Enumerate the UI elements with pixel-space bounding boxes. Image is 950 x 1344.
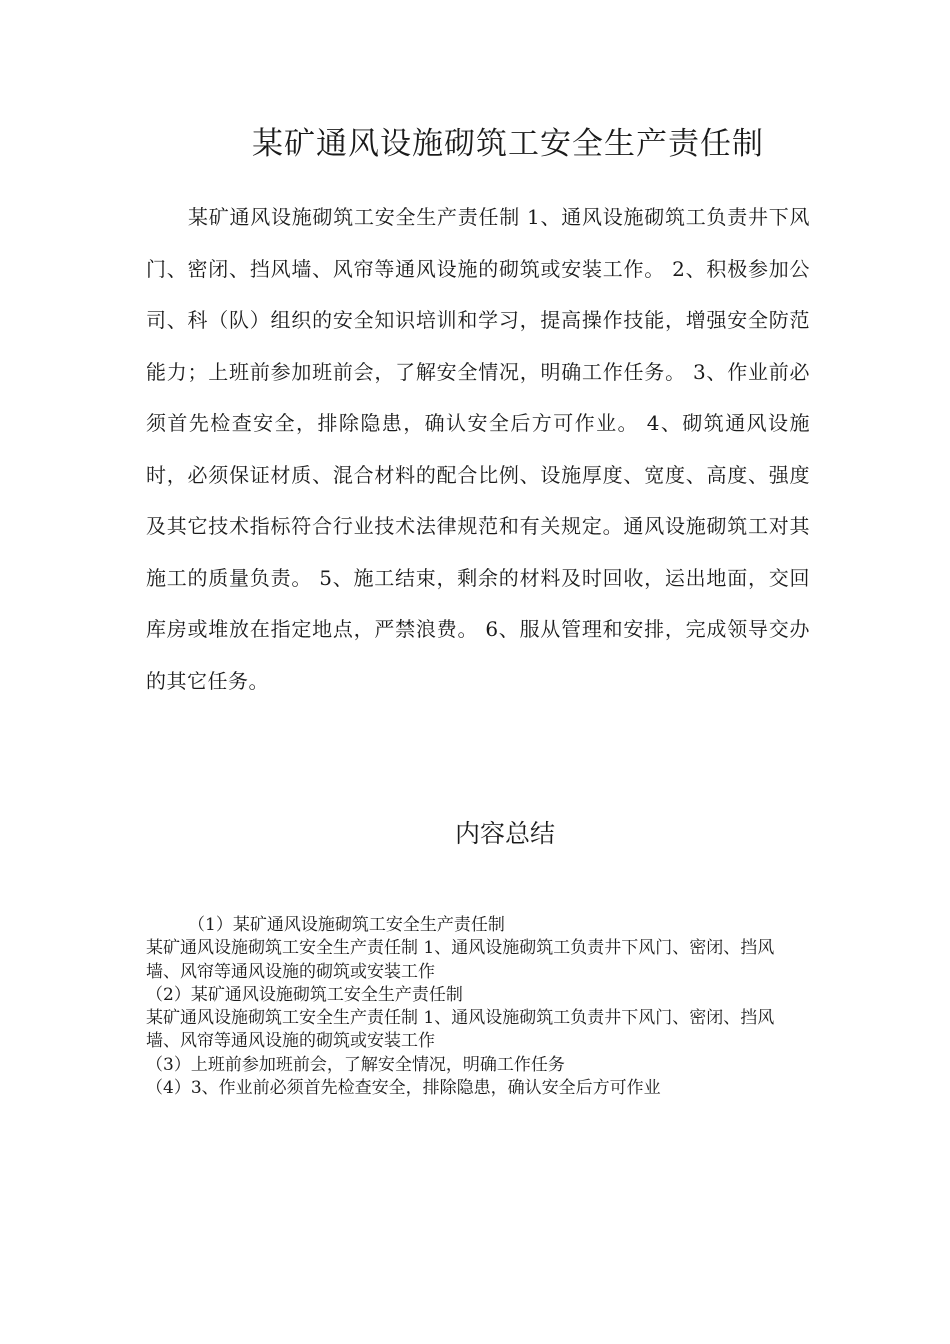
summary-list [146, 914, 786, 1100]
summary-item [146, 914, 786, 984]
summary-item-text: 某矿通风设施砌筑工安全生产责任制 1、通风设施砌筑工负责井下风门、密闭、挡风墙、风帘等通风设施的砌筑或安装工作 [146, 938, 775, 982]
summary-item-heading: （2）某矿通风设施砌筑工安全生产责任制 [146, 984, 463, 1005]
summary-title: 内容总结 [454, 819, 555, 848]
summary-item-heading: （1）某矿通风设施砌筑工安全生产责任制 [188, 915, 505, 935]
document-title: 某矿通风设施砌筑工安全生产责任制 [252, 126, 764, 162]
document-body: 某矿通风设施砌筑工安全生产责任制 1、通风设施砌筑工负责井下风门、密闭、挡风墙、风帘等通风设施的砌筑或安装工作。 2、积极参加公司、科（队）组织的安全知识培训和学习，提高操作技能，增强安全防范能力；上班前参加班前会，了解安全情况，明确工作任务。 3、作业前必须首先检查安全，排除隐患，确认安全后方可作业。 4、砌筑通风设施时，必须保证材质、混合材料的配合比例、设施厚度、宽度、高度、强度及其它技术指标符合行业技术法律规范和有关规定。通风设施砌筑工对其施工的质量负责。 5、施工结束，剩余的材料及时回收，运出地面，交回库房或堆放在指定地点，严禁浪费。 6、服从管理和安排，完成领导交办的其它任务。 [146, 205, 810, 693]
summary-item-text: 某矿通风设施砌筑工安全生产责任制 1、通风设施砌筑工负责井下风门、密闭、挡风墙、风帘等通风设施的砌筑或安装工作 [146, 1008, 775, 1052]
summary-item-heading: （4）3、作业前必须首先检查安全，排除隐患，确认安全后方可作业 [146, 1078, 661, 1099]
summary-item [146, 1077, 786, 1100]
summary-item-heading: （3）上班前参加班前会，了解安全情况，明确工作任务 [146, 1054, 565, 1075]
summary-item [146, 984, 786, 1054]
summary-item [146, 1054, 786, 1077]
